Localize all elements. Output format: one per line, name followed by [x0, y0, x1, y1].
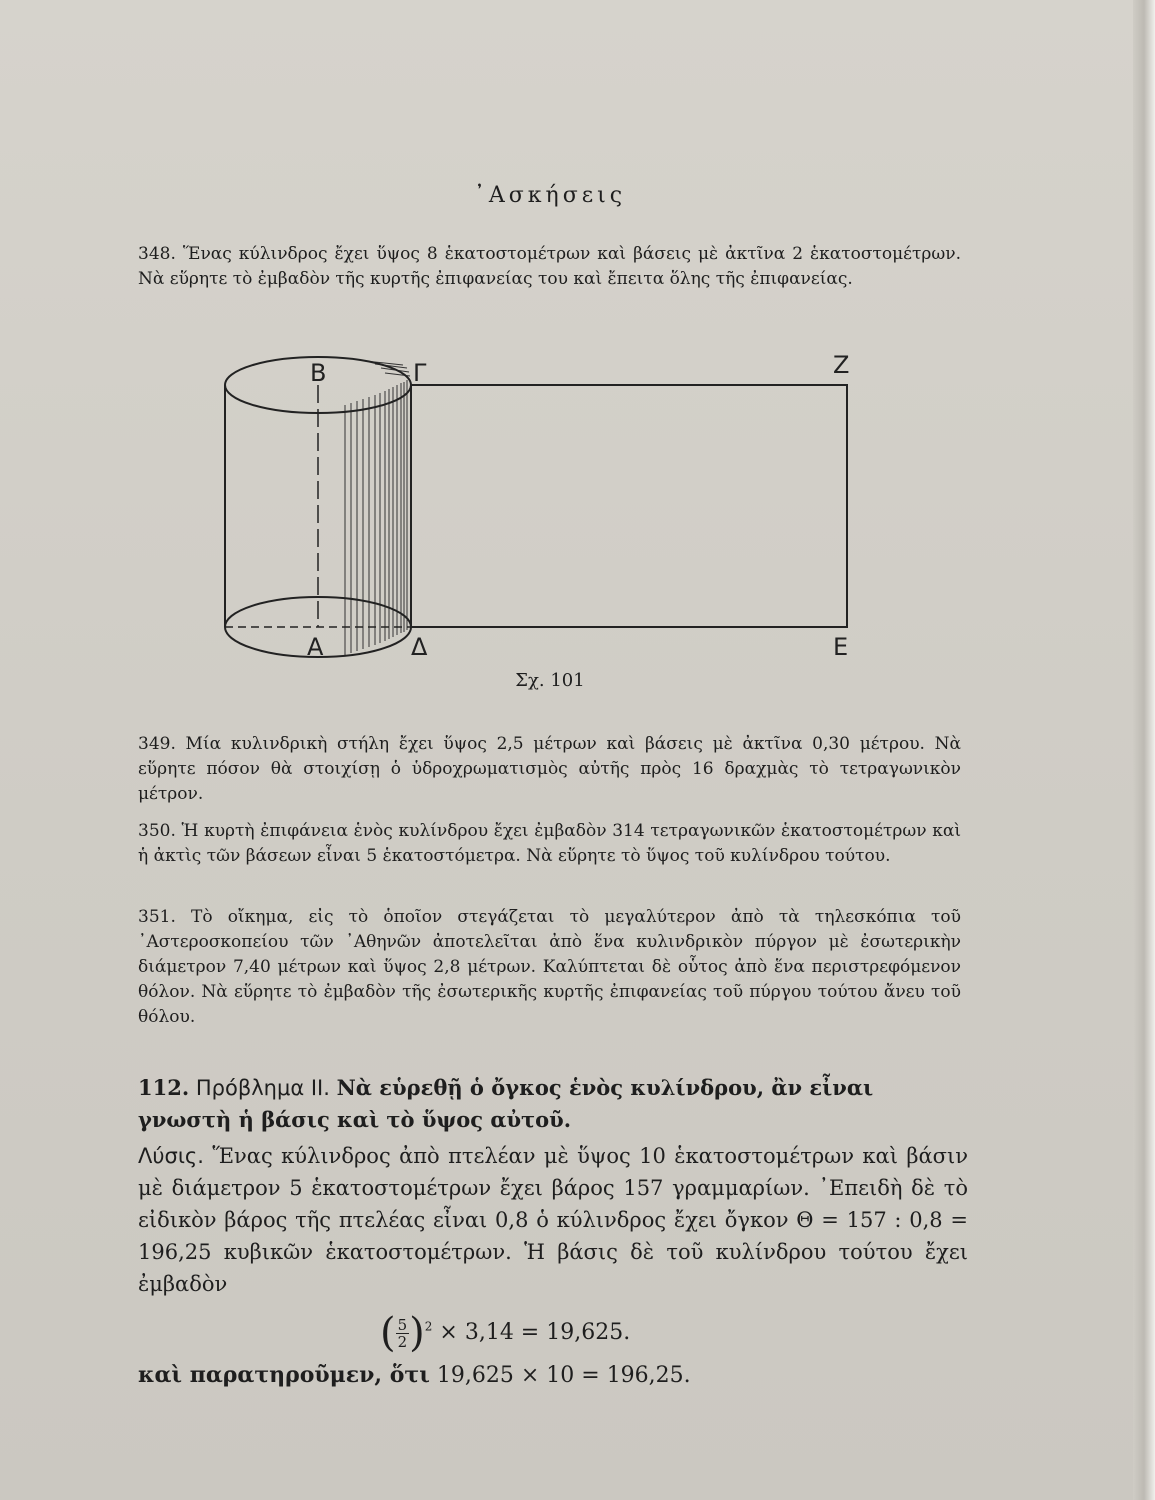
exercise-349: 349. Μία κυλινδρικὴ στήλη ἔχει ὕψος 2,5 μέτρων καὶ βάσεις μὲ ἀκτῖνα 0,30 μέτρου. Νὰ εὕρητε πόσον θὰ στοιχίσῃ ὁ ὑδροχρωματισμὸς αὐτῆς πρὸς 16 δραχμὰς τὸ τετραγωνικὸν μέτρον. [138, 734, 961, 804]
fraction-numerator: 5 [397, 1315, 408, 1334]
conclusion-words: καὶ παρατηροῦμεν, ὅτι [138, 1362, 430, 1388]
label-D: Δ [411, 633, 428, 661]
exercise-351: 351. Τὸ οἴκημα, εἰς τὸ ὁποῖον στεγάζεται τὸ μεγαλύτερον ἀπὸ τὰ τηλεσκόπια τοῦ ᾿Αστεροσκοπείου τῶν ᾿Αθηνῶν ἀποτελεῖται ἀπὸ ἕνα κυλινδρικὸν πύργον μὲ ἐσωτερικὴν διάμετρον 7,40 μέτρων καὶ ὕψος 2,8 μέτρων. Καλύπτεται δὲ οὗτος ἀπὸ ἕνα περιστρεφόμενον θόλον. Νὰ εὕρητε τὸ ἐμβαδὸν τῆς ἐσωτερικῆς κυρτῆς ἐπιφανείας τοῦ πύργου τούτου ἄνευ τοῦ θόλου. [138, 907, 961, 1027]
formula-rest: × 3,14 = 19,625. [439, 1320, 631, 1345]
label-G: Γ [413, 359, 427, 387]
cylinder-shading [345, 380, 407, 655]
problem-name: Πρόβλημα ΙΙ. [195, 1076, 330, 1100]
label-A: Α [307, 633, 324, 661]
problem-number: 112. [138, 1075, 190, 1100]
cylinder-figure [215, 355, 855, 665]
fraction-denominator: 2 [397, 1332, 408, 1351]
figure-caption: Σχ. 101 [515, 670, 585, 691]
fraction [396, 1317, 410, 1350]
solution-paragraph [138, 1140, 968, 1300]
label-E: Ε [833, 633, 849, 661]
page-edge [1133, 0, 1155, 1500]
problem-statement: Νὰ εὑρεθῇ ὁ ὄγκος ἑνὸς κυλίνδρου, ἂν εἶναι γνωστὴ ἡ βάσις καὶ τὸ ὕψος αὐτοῦ. [138, 1075, 874, 1132]
conclusion-line [138, 1362, 691, 1388]
label-Z: Z [833, 355, 850, 379]
exponent: 2 [424, 1319, 433, 1334]
developed-rectangle [411, 385, 847, 627]
exercise-350: 350. Ἡ κυρτὴ ἐπιφάνεια ἑνὸς κυλίνδρου ἔχει ἐμβαδὸν 314 τετραγωνικῶν ἑκατοστομέτρων καὶ ἡ ἀκτὶς τῶν βάσεων εἶναι 5 ἑκατοστόμετρα. Νὰ εὕρητε τὸ ὕψος τοῦ κυλίνδρου τούτου. [138, 821, 961, 866]
section-heading: ᾿Ασκήσεις [473, 183, 627, 208]
formula: ( $\frac{5}{2}$ )$^2$ × 3,14 = 19,625. [380, 1310, 631, 1356]
label-B: Β [310, 359, 327, 387]
solution-text: Ἕνας κύλινδρος ἀπὸ πτελέαν μὲ ὕψος 10 ἑκατοστομέτρων καὶ βάσιν μὲ διάμετρον 5 ἑκατοστομέτρων ἔχει βάρος 157 γραμμαρίων. ᾿Επειδὴ δὲ τὸ εἰδικὸν βάρος τῆς πτελέας εἶναι 0,8 ὁ κύλινδρος ἔχει ὄγκον Θ = 157 : 0,8 = 196,25 κυβικῶν ἑκατοστομέτρων. Ἡ βάσις δὲ τοῦ κυλίνδρου τούτου ἔχει ἐμβαδὸν [138, 1144, 968, 1296]
solution-label: Λύσις. [138, 1144, 204, 1168]
conclusion-math: 19,625 × 10 = 196,25. [436, 1363, 691, 1388]
problem-heading [138, 1072, 968, 1136]
exercise-348: 348. Ἕνας κύλινδρος ἔχει ὕψος 8 ἑκατοστομέτρων καὶ βάσεις μὲ ἀκτῖνα 2 ἑκατοστομέτρων. Νὰ εὕρητε τὸ ἐμβαδὸν τῆς κυρτῆς ἐπιφανείας του καὶ ἔπειτα ὅλης τῆς ἐπιφανείας. [138, 244, 961, 289]
